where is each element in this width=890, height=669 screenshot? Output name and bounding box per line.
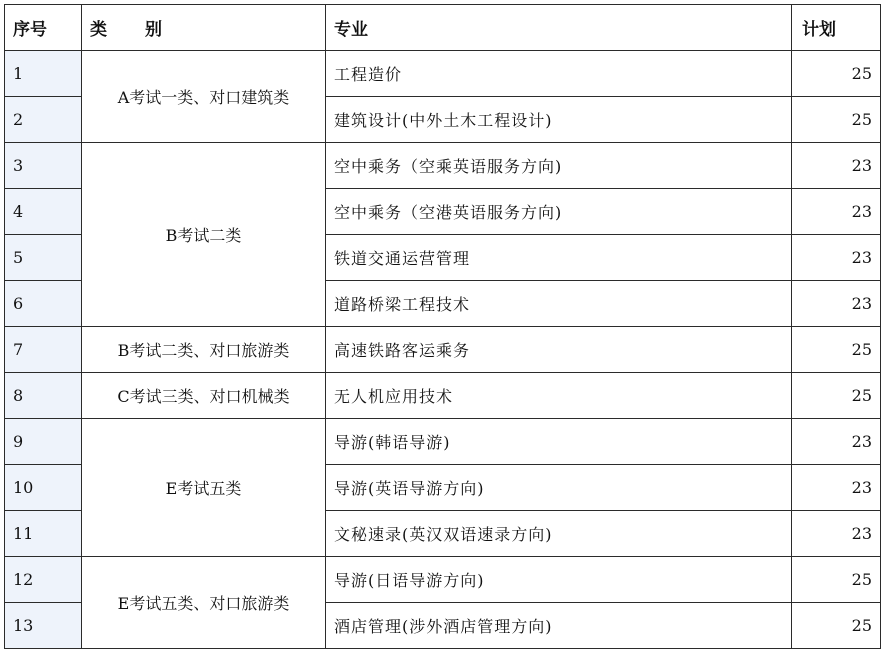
category-cell: A考试一类、对口建筑类 xyxy=(82,51,326,143)
plan-cell: 23 xyxy=(792,143,881,189)
major-cell: 导游(英语导游方向) xyxy=(326,465,792,511)
major-cell: 导游(日语导游方向) xyxy=(326,557,792,603)
category-cell: C考试三类、对口机械类 xyxy=(82,373,326,419)
table-body xyxy=(5,51,881,649)
row-index: 2 xyxy=(5,97,82,143)
table-row xyxy=(5,557,881,603)
major-cell: 文秘速录(英汉双语速录方向) xyxy=(326,511,792,557)
plan-cell: 25 xyxy=(792,373,881,419)
major-cell: 空中乘务（空港英语服务方向) xyxy=(326,189,792,235)
row-index: 1 xyxy=(5,51,82,97)
row-index: 13 xyxy=(5,603,82,649)
plan-cell: 23 xyxy=(792,189,881,235)
row-index: 8 xyxy=(5,373,82,419)
row-index: 3 xyxy=(5,143,82,189)
category-cell: B考试二类、对口旅游类 xyxy=(82,327,326,373)
plan-cell: 25 xyxy=(792,327,881,373)
row-index: 7 xyxy=(5,327,82,373)
major-cell: 导游(韩语导游) xyxy=(326,419,792,465)
row-index: 4 xyxy=(5,189,82,235)
plan-cell: 25 xyxy=(792,97,881,143)
header-row xyxy=(5,5,881,51)
header-index: 序号 xyxy=(5,5,82,51)
major-cell: 高速铁路客运乘务 xyxy=(326,327,792,373)
category-cell: E考试五类、对口旅游类 xyxy=(82,557,326,649)
plan-cell: 25 xyxy=(792,603,881,649)
row-index: 11 xyxy=(5,511,82,557)
major-cell: 道路桥梁工程技术 xyxy=(326,281,792,327)
plan-cell: 23 xyxy=(792,465,881,511)
table-row xyxy=(5,419,881,465)
table-row xyxy=(5,327,881,373)
category-cell: E考试五类 xyxy=(82,419,326,557)
major-cell: 无人机应用技术 xyxy=(326,373,792,419)
plan-cell: 25 xyxy=(792,557,881,603)
table-header xyxy=(5,5,881,51)
header-category xyxy=(82,5,326,51)
plan-cell: 23 xyxy=(792,511,881,557)
row-index: 10 xyxy=(5,465,82,511)
major-cell: 铁道交通运营管理 xyxy=(326,235,792,281)
enrollment-plan-table xyxy=(4,4,881,649)
row-index: 6 xyxy=(5,281,82,327)
header-major: 专业 xyxy=(326,5,792,51)
plan-cell: 25 xyxy=(792,51,881,97)
header-category-part-1: 类 xyxy=(90,20,107,40)
header-plan: 计划 xyxy=(792,5,881,51)
table-row xyxy=(5,51,881,97)
row-index: 5 xyxy=(5,235,82,281)
table-row xyxy=(5,143,881,189)
table-row xyxy=(5,373,881,419)
plan-cell: 23 xyxy=(792,235,881,281)
major-cell: 工程造价 xyxy=(326,51,792,97)
plan-cell: 23 xyxy=(792,281,881,327)
major-cell: 空中乘务（空乘英语服务方向) xyxy=(326,143,792,189)
row-index: 9 xyxy=(5,419,82,465)
plan-cell: 23 xyxy=(792,419,881,465)
row-index: 12 xyxy=(5,557,82,603)
major-cell: 酒店管理(涉外酒店管理方向) xyxy=(326,603,792,649)
category-cell: B考试二类 xyxy=(82,143,326,327)
header-category-part-2: 别 xyxy=(145,20,162,40)
major-cell: 建筑设计(中外土木工程设计) xyxy=(326,97,792,143)
